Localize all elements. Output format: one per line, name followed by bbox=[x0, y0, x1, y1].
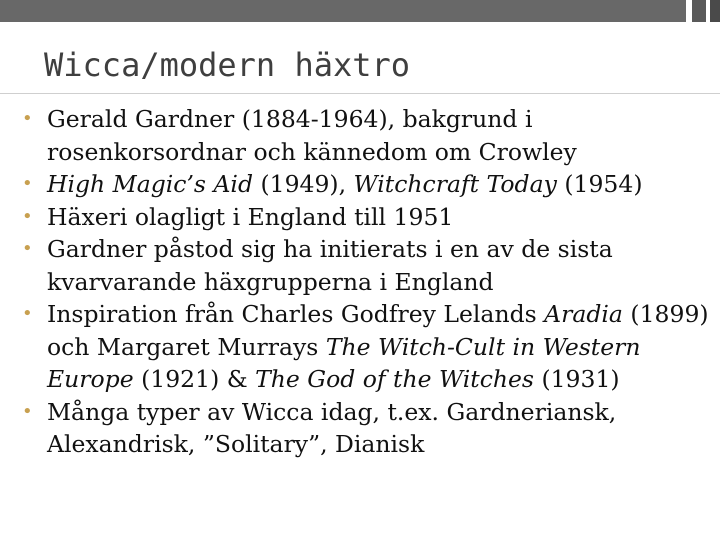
slide-title: Wicca/modern häxtro bbox=[44, 46, 411, 84]
bullet-marker-icon: • bbox=[22, 173, 33, 194]
italic-title-text: The Witch-Cult in Western Europe bbox=[47, 332, 641, 393]
bullet-text: Många typer av Wicca idag, t.ex. Gardneriansk, Alexandrisk, ”Solitary”, Dianisk bbox=[47, 397, 617, 458]
bullet-text: (1921) & bbox=[133, 365, 256, 393]
bullet-text: Gerald Gardner (1884-1964), bakgrund i rosenkorsordnar och kännedom om Crowley bbox=[47, 105, 577, 166]
top-bar-segment bbox=[692, 0, 706, 22]
italic-title-text: The God of the Witches bbox=[255, 365, 534, 393]
italic-title-text: Aradia bbox=[544, 300, 623, 328]
bullet-marker-icon: • bbox=[22, 303, 33, 324]
italic-title-text: Witchcraft Today bbox=[353, 170, 557, 198]
bullet-item bbox=[20, 298, 710, 396]
bullet-text: (1931) bbox=[533, 365, 620, 393]
bullet-text: (1949), bbox=[252, 170, 354, 198]
bullet-text: Inspiration från Charles Godfrey Lelands bbox=[47, 300, 545, 328]
top-bar-segment bbox=[710, 0, 720, 22]
bullet-text: Gardner påstod sig ha initierats i en av de sista kvarvarande häxgrupperna i England bbox=[47, 235, 613, 296]
bullet-item bbox=[20, 168, 710, 201]
bullet-marker-icon: • bbox=[22, 238, 33, 259]
top-bar-segment bbox=[0, 0, 686, 22]
bullet-text: (1954) bbox=[556, 170, 643, 198]
bullet-item bbox=[20, 103, 710, 168]
bullet-marker-icon: • bbox=[22, 400, 33, 422]
bullet-text: (1899) och Margaret Murrays bbox=[47, 300, 709, 361]
bullet-item bbox=[20, 396, 710, 461]
bullet-text: Häxeri olagligt i England till 1951 bbox=[47, 202, 454, 231]
title-divider bbox=[0, 93, 720, 94]
bullet-item bbox=[20, 233, 710, 298]
bullet-list bbox=[20, 103, 710, 461]
bullet-marker-icon: • bbox=[22, 205, 33, 227]
bullet-marker-icon: • bbox=[22, 108, 33, 129]
italic-title-text: High Magic’s Aid bbox=[47, 170, 253, 198]
top-decorative-bar bbox=[0, 0, 720, 22]
bullet-item bbox=[20, 201, 710, 234]
